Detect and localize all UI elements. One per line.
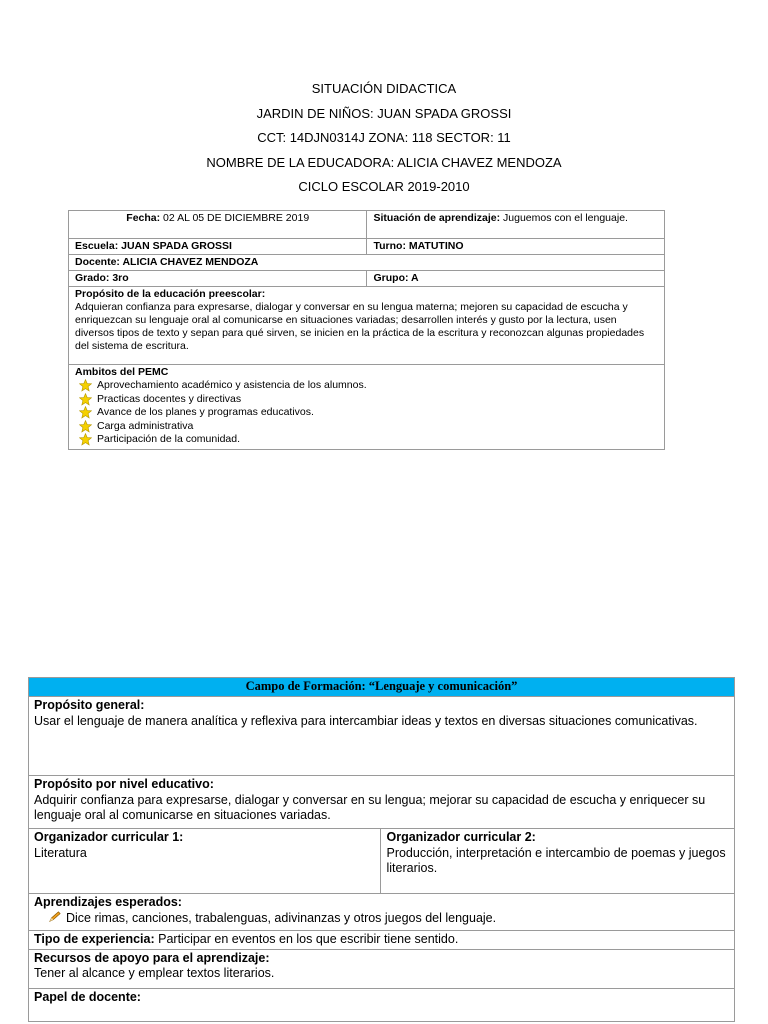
fecha-cell bbox=[69, 211, 367, 239]
org1-label: Organizador curricular 1: bbox=[34, 830, 184, 844]
proposito-nivel-text: Adquirir confianza para expresarse, dialogar y conversar en su lengua; mejorar su capacidad de escucha y enriquecer su lenguaje oral al comunicarse en situaciones variadas. bbox=[34, 792, 706, 822]
tipo-text: Participar en eventos en los que escribir tiene sentido. bbox=[154, 932, 459, 946]
org2-text: Producción, interpretación e intercambio de poemas y juegos literarios. bbox=[386, 845, 726, 875]
aprendizajes-item bbox=[34, 911, 729, 927]
list-item bbox=[97, 420, 658, 434]
ambito-text: Practicas docentes y directivas bbox=[97, 392, 242, 405]
header-cct: CCT: 14DJN0314J ZONA: 118 SECTOR: 11 bbox=[257, 130, 511, 145]
fecha-label: Fecha: bbox=[126, 212, 161, 224]
org1-text: Literatura bbox=[34, 845, 87, 860]
aprendizajes-cell bbox=[29, 894, 735, 931]
grupo-cell: Grupo: A bbox=[367, 271, 665, 287]
proposito-text: Adquieran confianza para expresarse, dialogar y conversar en su lengua materna; mejoren su capacidad de escucha y enriquezcan su lenguaje oral al comunicarse en situaciones variadas; desarrollen interés y gusto por la lectura, usen diversos tipos de texto y sepan para qué sirven, se inicien en la práctica de la escritura y reconozcan algunas propiedades del sistema de escritura. bbox=[75, 301, 645, 352]
papel-cell bbox=[29, 988, 735, 1021]
fecha-value: 02 AL 05 DE DICIEMBRE 2019 bbox=[160, 212, 310, 224]
org2-label: Organizador curricular 2: bbox=[386, 830, 536, 844]
ambito-text: Aprovechamiento académico y asistencia de los alumnos. bbox=[97, 379, 367, 391]
papel-label: Papel de docente: bbox=[34, 989, 141, 1004]
pencil-icon bbox=[48, 911, 62, 923]
recursos-cell bbox=[29, 949, 735, 988]
grado-cell: Grado: 3ro bbox=[69, 271, 367, 287]
proposito-cell bbox=[69, 287, 665, 365]
aprendizajes-label: Aprendizajes esperados: bbox=[34, 895, 182, 909]
list-item bbox=[97, 379, 658, 393]
ambitos-label: Ambitos del PEMC bbox=[75, 366, 169, 378]
ambitos-cell bbox=[69, 365, 665, 450]
tipo-label: Tipo de experiencia: bbox=[34, 932, 155, 946]
situacion-label: Situación de aprendizaje: bbox=[373, 212, 501, 224]
list-item bbox=[97, 433, 658, 447]
recursos-text: Tener al alcance y emplear textos literarios. bbox=[34, 966, 275, 980]
ambito-text: Participación de la comunidad. bbox=[97, 433, 241, 445]
situacion-cell bbox=[367, 211, 665, 239]
star-icon bbox=[79, 406, 92, 419]
turno-cell: Turno: MATUTINO bbox=[367, 239, 665, 255]
recursos-label: Recursos de apoyo para el aprendizaje: bbox=[34, 950, 270, 965]
proposito-label: Propósito de la educación preescolar: bbox=[75, 288, 266, 300]
list-item bbox=[97, 393, 658, 407]
docente-cell: Docente: ALICIA CHAVEZ MENDOZA bbox=[69, 255, 665, 271]
ambito-text: Carga administrativa bbox=[97, 419, 194, 432]
ambitos-list bbox=[75, 379, 658, 447]
situacion-value: Juguemos con el lenguaje. bbox=[500, 212, 628, 224]
tipo-cell bbox=[29, 931, 735, 950]
proposito-general-cell bbox=[29, 697, 735, 776]
org2-cell bbox=[381, 829, 735, 894]
document-header bbox=[0, 80, 768, 203]
header-teacher: NOMBRE DE LA EDUCADORA: ALICIA CHAVEZ MENDOZA bbox=[206, 154, 562, 170]
ambito-text: Avance de los planes y programas educativos. bbox=[97, 406, 314, 418]
proposito-general-text: Usar el lenguaje de manera analítica y reflexiva para intercambiar ideas y textos en diversas situaciones comunicativas. bbox=[34, 713, 698, 728]
header-school-year: CICLO ESCOLAR 2019-2010 bbox=[298, 179, 470, 194]
star-icon bbox=[79, 393, 92, 406]
campo-table bbox=[28, 677, 735, 1022]
campo-title: Campo de Formación: “Lenguaje y comunicación” bbox=[29, 678, 735, 697]
escuela-cell: Escuela: JUAN SPADA GROSSI bbox=[69, 239, 367, 255]
proposito-general-label: Propósito general: bbox=[34, 698, 145, 712]
proposito-nivel-cell bbox=[29, 776, 735, 829]
header-title: SITUACIÓN DIDACTICA bbox=[311, 81, 457, 96]
star-icon bbox=[79, 433, 92, 446]
star-icon bbox=[79, 420, 92, 433]
proposito-nivel-label: Propósito por nivel educativo: bbox=[34, 777, 214, 791]
header-school: JARDIN DE NIÑOS: JUAN SPADA GROSSI bbox=[256, 105, 512, 121]
info-table bbox=[68, 210, 665, 450]
star-icon bbox=[79, 379, 92, 392]
org1-cell bbox=[29, 829, 381, 894]
aprendizajes-text: Dice rimas, canciones, trabalenguas, adivinanzas y otros juegos del lenguaje. bbox=[66, 910, 497, 925]
list-item bbox=[97, 406, 658, 420]
